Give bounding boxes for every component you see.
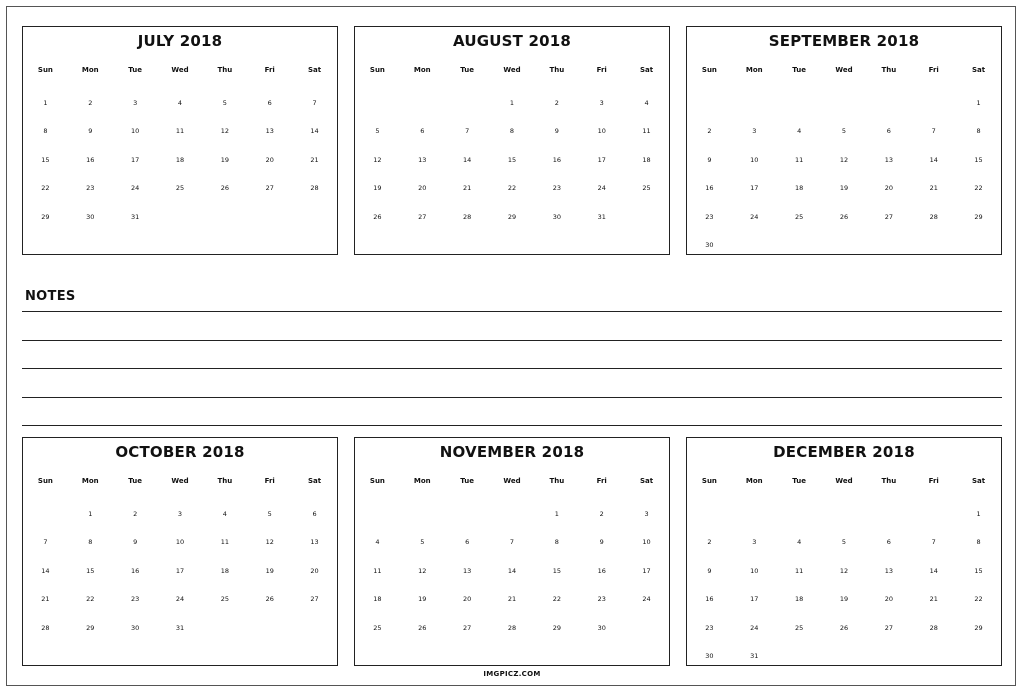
day-cell: 7: [43, 538, 48, 546]
weekday-label: Thu: [881, 66, 897, 74]
weekday-label: Sun: [701, 477, 717, 485]
month-november: [354, 437, 670, 666]
day-cell: 14: [462, 155, 472, 164]
empty-day: [732, 505, 777, 534]
day-cell: 30: [705, 241, 714, 249]
day-cell: 26: [418, 623, 427, 632]
day-cell: 21: [929, 184, 938, 192]
empty-day: [400, 505, 445, 534]
weekday-label: Thu: [217, 477, 233, 485]
day-cell: 11: [175, 127, 185, 135]
day-cell: 4: [797, 538, 802, 546]
weekday-header-row: [23, 476, 337, 505]
weekday-label: Tue: [460, 477, 474, 485]
weekday-label: Mon: [413, 66, 431, 74]
day-cell: 4: [177, 98, 183, 107]
weekday-label: Sat: [640, 477, 654, 485]
note-line: [22, 311, 1002, 312]
empty-day: [355, 94, 400, 123]
day-cell: 10: [642, 538, 651, 546]
day-cell: 16: [552, 155, 561, 164]
day-cell: 10: [175, 538, 185, 546]
day-cell: 15: [507, 155, 517, 164]
weekday-label: Sat: [640, 66, 654, 74]
weekday-label: Thu: [881, 477, 897, 485]
weekday-label: Wed: [171, 477, 189, 485]
day-cell: 5: [267, 509, 272, 518]
day-cell: 10: [750, 566, 759, 575]
day-cell: 21: [41, 595, 50, 603]
empty-day: [822, 505, 867, 534]
day-cell: 15: [552, 566, 561, 575]
weekday-label: Fri: [596, 66, 607, 74]
day-cell: 12: [265, 538, 274, 546]
day-cell: 24: [597, 184, 606, 192]
day-cell: 17: [175, 566, 185, 575]
day-cell: 29: [552, 623, 561, 632]
day-cell: 18: [642, 155, 651, 164]
day-cell: 22: [552, 595, 561, 603]
day-cell: 14: [929, 566, 938, 575]
day-cell: 29: [86, 623, 95, 632]
day-cell: 2: [599, 509, 604, 518]
day-cell: 22: [86, 595, 95, 603]
month-august: [354, 26, 670, 255]
weekday-label: Wed: [835, 477, 853, 485]
day-cell: 22: [974, 595, 983, 603]
day-cell: 27: [418, 212, 427, 221]
day-cell: 16: [86, 155, 95, 164]
day-cell: 8: [976, 538, 981, 546]
day-cell: 12: [373, 155, 382, 164]
day-cell: 19: [265, 566, 274, 575]
day-cell: 2: [88, 98, 93, 107]
weekday-label: Sat: [308, 477, 322, 485]
day-cell: 11: [220, 538, 229, 546]
day-cell: 1: [88, 509, 93, 518]
weekday-label: Fri: [264, 477, 275, 485]
day-cell: 28: [310, 184, 319, 192]
day-cell: 24: [175, 595, 185, 603]
day-cell: 25: [794, 212, 804, 221]
day-cell: 4: [797, 127, 802, 135]
day-cell: 29: [41, 212, 50, 221]
day-cell: 10: [750, 155, 759, 164]
day-cell: 8: [43, 127, 48, 135]
day-cell: 20: [884, 595, 893, 603]
day-cell: 9: [707, 566, 712, 575]
day-cell: 22: [41, 184, 50, 192]
day-cell: 23: [597, 595, 606, 603]
day-cell: 29: [974, 212, 983, 221]
day-cell: 23: [705, 623, 714, 632]
day-cell: 16: [130, 566, 140, 575]
day-cell: 18: [220, 566, 229, 575]
day-cell: 12: [220, 127, 229, 135]
month-title: DECEMBER 2018: [773, 443, 915, 461]
day-cell: 6: [886, 127, 891, 135]
day-grid: [355, 476, 669, 647]
day-cell: 20: [310, 566, 319, 575]
month-december: [686, 437, 1002, 666]
empty-day: [777, 94, 822, 123]
day-cell: 11: [794, 155, 804, 164]
day-cell: 29: [974, 623, 983, 632]
weekday-label: Sat: [308, 66, 322, 74]
weekday-label: Wed: [503, 477, 521, 485]
day-cell: 18: [794, 595, 804, 603]
day-cell: 30: [597, 623, 606, 632]
day-cell: 13: [265, 127, 274, 135]
weekday-label: Tue: [792, 66, 806, 74]
empty-day: [911, 94, 956, 123]
day-cell: 21: [462, 184, 472, 192]
day-cell: 10: [130, 127, 140, 135]
day-cell: 25: [642, 184, 651, 192]
day-cell: 17: [597, 155, 606, 164]
day-cell: 18: [794, 184, 804, 192]
day-cell: 16: [597, 566, 606, 575]
weekday-label: Thu: [549, 66, 565, 74]
empty-day: [777, 505, 822, 534]
weekday-label: Sun: [369, 477, 385, 485]
day-cell: 19: [220, 155, 229, 164]
day-cell: 5: [420, 538, 425, 546]
day-cell: 27: [310, 595, 319, 603]
day-cell: 16: [705, 184, 714, 192]
day-cell: 3: [599, 98, 604, 107]
month-october: [22, 437, 338, 666]
day-cell: 11: [794, 566, 804, 575]
day-cell: 26: [839, 623, 849, 632]
weekday-label: Thu: [217, 66, 233, 74]
day-cell: 14: [507, 566, 517, 575]
day-cell: 7: [931, 538, 936, 546]
day-cell: 3: [644, 509, 649, 518]
empty-day: [911, 505, 956, 534]
empty-day: [23, 505, 68, 534]
day-cell: 28: [929, 623, 938, 632]
day-cell: 1: [554, 509, 559, 518]
day-cell: 18: [373, 595, 382, 603]
day-cell: 17: [642, 566, 651, 575]
day-cell: 15: [974, 566, 983, 575]
day-cell: 31: [175, 623, 185, 632]
day-cell: 22: [974, 184, 983, 192]
weekday-header-row: [687, 476, 1001, 505]
note-line: [22, 425, 1002, 426]
day-cell: 25: [175, 184, 185, 192]
day-cell: 21: [507, 595, 517, 603]
day-cell: 4: [375, 538, 380, 546]
weekday-label: Tue: [128, 477, 142, 485]
day-cell: 26: [220, 184, 229, 192]
day-cell: 5: [222, 98, 227, 107]
day-cell: 29: [507, 212, 517, 221]
day-cell: 7: [931, 127, 936, 135]
weekday-header-row: [355, 65, 669, 94]
day-cell: 8: [554, 538, 559, 546]
empty-day: [866, 505, 911, 534]
day-cell: 19: [839, 595, 849, 603]
weekday-label: Fri: [928, 66, 939, 74]
footer-watermark: IMGPICZ.COM: [483, 670, 541, 678]
day-cell: 27: [462, 623, 472, 632]
empty-day: [355, 505, 400, 534]
month-september: [686, 26, 1002, 255]
day-cell: 2: [133, 509, 138, 518]
weekday-label: Wed: [835, 66, 853, 74]
weekday-header-row: [355, 476, 669, 505]
day-cell: 19: [418, 595, 427, 603]
day-grid: [687, 65, 1001, 265]
day-cell: 30: [130, 623, 140, 632]
day-cell: 21: [310, 155, 319, 164]
empty-day: [445, 505, 490, 534]
day-cell: 7: [312, 98, 317, 107]
month-title: JULY 2018: [137, 32, 223, 50]
day-cell: 23: [552, 184, 561, 192]
weekday-label: Tue: [128, 66, 142, 74]
day-cell: 15: [86, 566, 95, 575]
day-cell: 23: [130, 595, 140, 603]
month-title: SEPTEMBER 2018: [768, 32, 920, 50]
month-title: OCTOBER 2018: [115, 443, 245, 461]
weekday-label: Mon: [81, 66, 99, 74]
day-cell: 9: [707, 155, 712, 164]
day-cell: 6: [420, 127, 425, 135]
month-title: NOVEMBER 2018: [439, 443, 585, 461]
day-cell: 20: [265, 155, 274, 164]
day-cell: 21: [929, 595, 938, 603]
day-cell: 27: [884, 212, 893, 221]
day-cell: 6: [465, 538, 470, 546]
day-cell: 5: [841, 538, 847, 546]
day-cell: 19: [839, 184, 849, 192]
day-cell: 31: [597, 212, 606, 221]
day-cell: 28: [462, 212, 472, 221]
weekday-label: Fri: [596, 477, 607, 485]
day-cell: 1: [976, 509, 981, 518]
day-cell: 20: [462, 595, 472, 603]
day-cell: 18: [175, 155, 185, 164]
weekday-label: Sun: [701, 66, 717, 74]
weekday-label: Mon: [413, 477, 431, 485]
day-cell: 5: [375, 127, 380, 135]
weekday-label: Mon: [745, 66, 763, 74]
day-cell: 3: [133, 98, 138, 107]
day-cell: 17: [750, 184, 759, 192]
day-cell: 9: [599, 538, 604, 546]
day-cell: 30: [705, 652, 714, 660]
day-cell: 10: [597, 127, 606, 135]
weekday-label: Sat: [972, 477, 986, 485]
day-cell: 24: [750, 212, 759, 221]
weekday-label: Mon: [745, 477, 763, 485]
weekday-label: Mon: [81, 477, 99, 485]
day-cell: 13: [884, 155, 893, 164]
day-cell: 26: [373, 212, 382, 221]
day-cell: 8: [88, 538, 93, 546]
month-july: [22, 26, 338, 255]
weekday-label: Fri: [928, 477, 939, 485]
month-title: AUGUST 2018: [452, 32, 572, 50]
day-grid: [23, 65, 337, 236]
empty-day: [687, 94, 732, 123]
day-cell: 17: [750, 595, 759, 603]
day-cell: 6: [312, 509, 317, 518]
day-cell: 25: [373, 623, 382, 632]
empty-day: [400, 94, 445, 123]
day-cell: 22: [507, 184, 517, 192]
note-line: [22, 340, 1002, 341]
day-cell: 4: [222, 509, 227, 518]
day-cell: 7: [465, 127, 470, 135]
day-cell: 28: [929, 212, 938, 221]
day-cell: 28: [507, 623, 517, 632]
day-cell: 19: [373, 184, 382, 192]
day-cell: 20: [884, 184, 893, 192]
weekday-header-row: [687, 65, 1001, 94]
day-cell: 9: [133, 538, 138, 546]
weekday-label: Fri: [264, 66, 275, 74]
day-cell: 30: [552, 212, 561, 221]
day-cell: 30: [86, 212, 95, 221]
day-cell: 17: [130, 155, 140, 164]
day-cell: 24: [750, 623, 759, 632]
day-cell: 9: [88, 127, 93, 135]
day-cell: 6: [267, 98, 272, 107]
day-cell: 27: [265, 184, 274, 192]
day-cell: 7: [509, 538, 515, 546]
weekday-label: Sun: [369, 66, 385, 74]
day-cell: 14: [41, 566, 50, 575]
day-grid: [687, 476, 1001, 676]
day-cell: 11: [642, 127, 651, 135]
weekday-label: Wed: [171, 66, 189, 74]
day-grid: [23, 476, 337, 647]
day-cell: 2: [707, 127, 712, 135]
day-cell: 9: [554, 127, 559, 135]
notes-label: NOTES: [25, 289, 76, 304]
day-cell: 12: [839, 566, 849, 575]
day-cell: 2: [707, 538, 712, 546]
day-cell: 12: [418, 566, 427, 575]
day-cell: 6: [886, 538, 891, 546]
weekday-label: Wed: [503, 66, 521, 74]
empty-day: [866, 94, 911, 123]
weekday-label: Sat: [972, 66, 986, 74]
day-cell: 24: [130, 184, 140, 192]
note-line: [22, 368, 1002, 369]
day-cell: 31: [750, 652, 759, 660]
day-cell: 8: [509, 127, 515, 135]
weekday-label: Tue: [460, 66, 474, 74]
empty-day: [445, 94, 490, 123]
day-cell: 26: [839, 212, 849, 221]
day-cell: 5: [841, 127, 847, 135]
day-cell: 23: [705, 212, 714, 221]
day-cell: 13: [462, 566, 472, 575]
day-cell: 1: [509, 98, 515, 107]
empty-day: [490, 505, 535, 534]
day-cell: 8: [976, 127, 981, 135]
weekday-label: Tue: [792, 477, 806, 485]
day-cell: 15: [974, 155, 983, 164]
day-cell: 3: [752, 127, 757, 135]
day-cell: 20: [418, 184, 427, 192]
day-cell: 3: [752, 538, 757, 546]
note-line: [22, 397, 1002, 398]
day-cell: 28: [41, 623, 50, 632]
day-grid: [355, 65, 669, 236]
day-cell: 27: [884, 623, 893, 632]
day-cell: 25: [220, 595, 229, 603]
day-cell: 23: [86, 184, 95, 192]
empty-day: [687, 505, 732, 534]
day-cell: 12: [839, 155, 849, 164]
day-cell: 16: [705, 595, 714, 603]
day-cell: 1: [976, 98, 981, 107]
day-cell: 1: [43, 98, 48, 107]
day-cell: 13: [310, 538, 319, 546]
weekday-label: Sun: [37, 66, 53, 74]
day-cell: 14: [929, 155, 938, 164]
weekday-label: Thu: [549, 477, 565, 485]
day-cell: 2: [554, 98, 559, 107]
day-cell: 11: [373, 566, 382, 575]
day-cell: 4: [644, 98, 649, 107]
day-cell: 26: [265, 595, 274, 603]
day-cell: 3: [177, 509, 183, 518]
empty-day: [732, 94, 777, 123]
day-cell: 25: [794, 623, 804, 632]
day-cell: 15: [41, 155, 50, 164]
day-cell: 24: [642, 595, 651, 603]
weekday-label: Sun: [37, 477, 53, 485]
day-cell: 31: [130, 212, 140, 221]
weekday-header-row: [23, 65, 337, 94]
day-cell: 14: [310, 127, 319, 135]
empty-day: [822, 94, 867, 123]
day-cell: 13: [418, 155, 427, 164]
day-cell: 13: [884, 566, 893, 575]
